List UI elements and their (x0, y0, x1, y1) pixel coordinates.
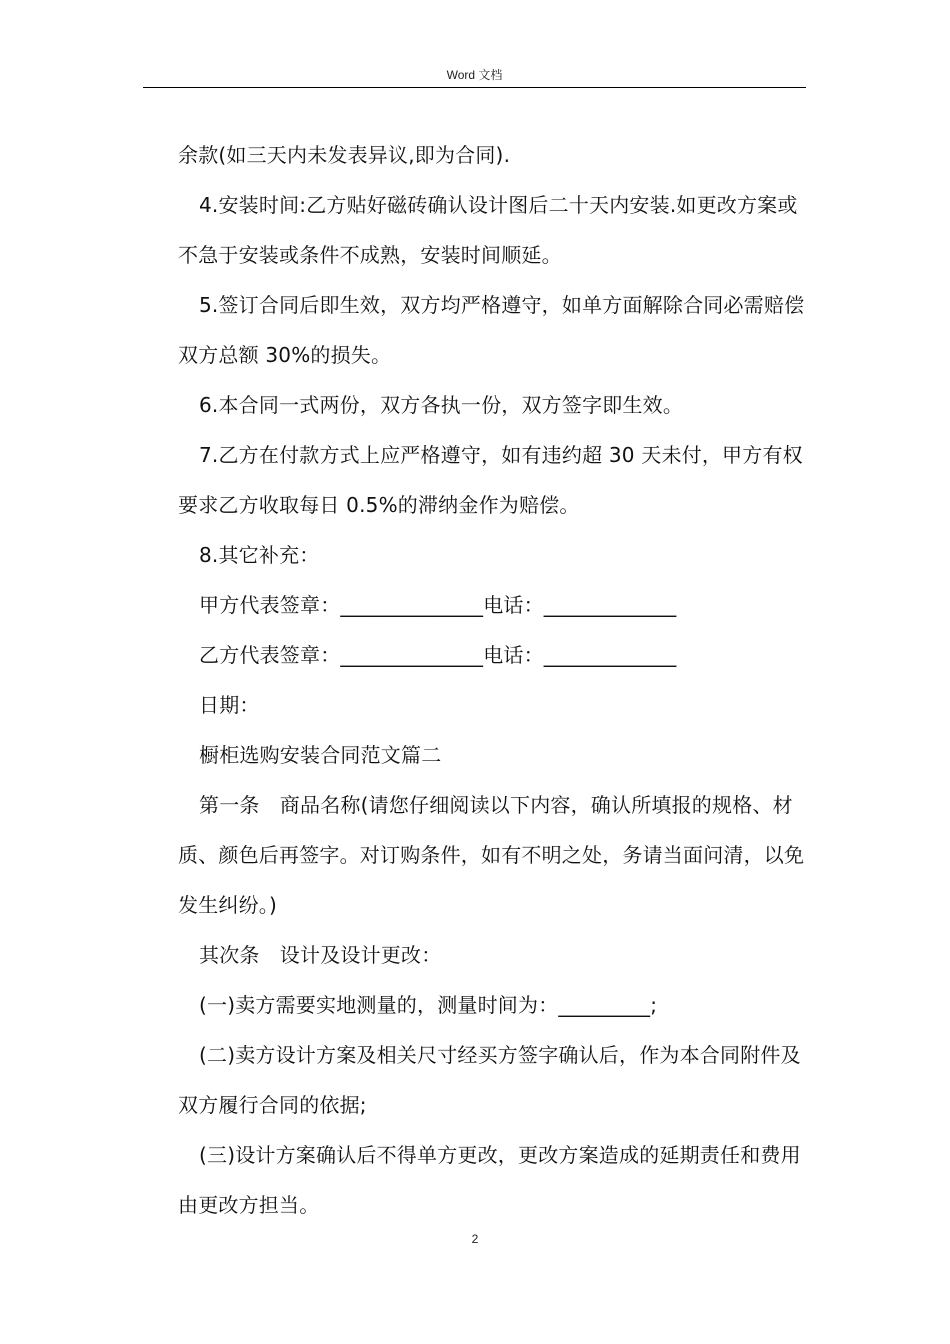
article-two: 其次条 设计及设计更改： (199, 943, 442, 967)
paragraph-copies: 6.本合同一式两份，双方各执一份，双方签字即生效。 (199, 393, 684, 417)
clause-design-confirmation: (二)卖方设计方案及相关尺寸经买方签字确认后，作为本合同附件及双方履行合同的依据; (178, 1043, 801, 1117)
page-header: Word 文档 (446, 68, 503, 82)
clause-design-change: (三)设计方案确认后不得单方更改，更改方案造成的延期责任和费用由更改方担当。 (178, 1143, 801, 1217)
article-one: 第一条 商品名称(请您仔细阅读以下内容，确认所填报的规格、材质、颜色后再签字。对订购条件，如有不明之处，务请当面问清，以免发生纠纷。) (178, 793, 805, 917)
paragraph-balance-payment: 余款(如三天内未发表异议,即为合同). (178, 143, 511, 167)
document-body (178, 130, 806, 1230)
page-number: 2 (471, 1232, 479, 1246)
clause-measurement: (一)卖方需要实地测量的，测量时间为：_________; (199, 993, 658, 1017)
paragraph-other-supplements: 8.其它补充： (199, 543, 320, 567)
party-b-signature-line: 乙方代表签章：______________电话：_____________ (199, 643, 677, 667)
paragraph-payment-penalty: 7.乙方在付款方式上应严格遵守，如有违约超 30 天未付，甲方有权要求乙方收取每日 0.5%的滞纳金作为赔偿。 (178, 443, 803, 517)
date-line: 日期： (199, 693, 260, 717)
paragraph-installation-time: 4.安装时间:乙方贴好磁砖确认设计图后二十天内安装.如更改方案或不急于安装或条件不成熟，安装时间顺延。 (178, 193, 798, 267)
section-title: 橱柜选购安装合同范文篇二 (199, 743, 442, 767)
paragraph-contract-effect: 5.签订合同后即生效，双方均严格遵守，如单方面解除合同必需赔偿双方总额 30%的损失。 (178, 293, 805, 367)
header-divider (143, 87, 806, 88)
party-a-signature-line: 甲方代表签章：______________电话：_____________ (199, 593, 677, 617)
